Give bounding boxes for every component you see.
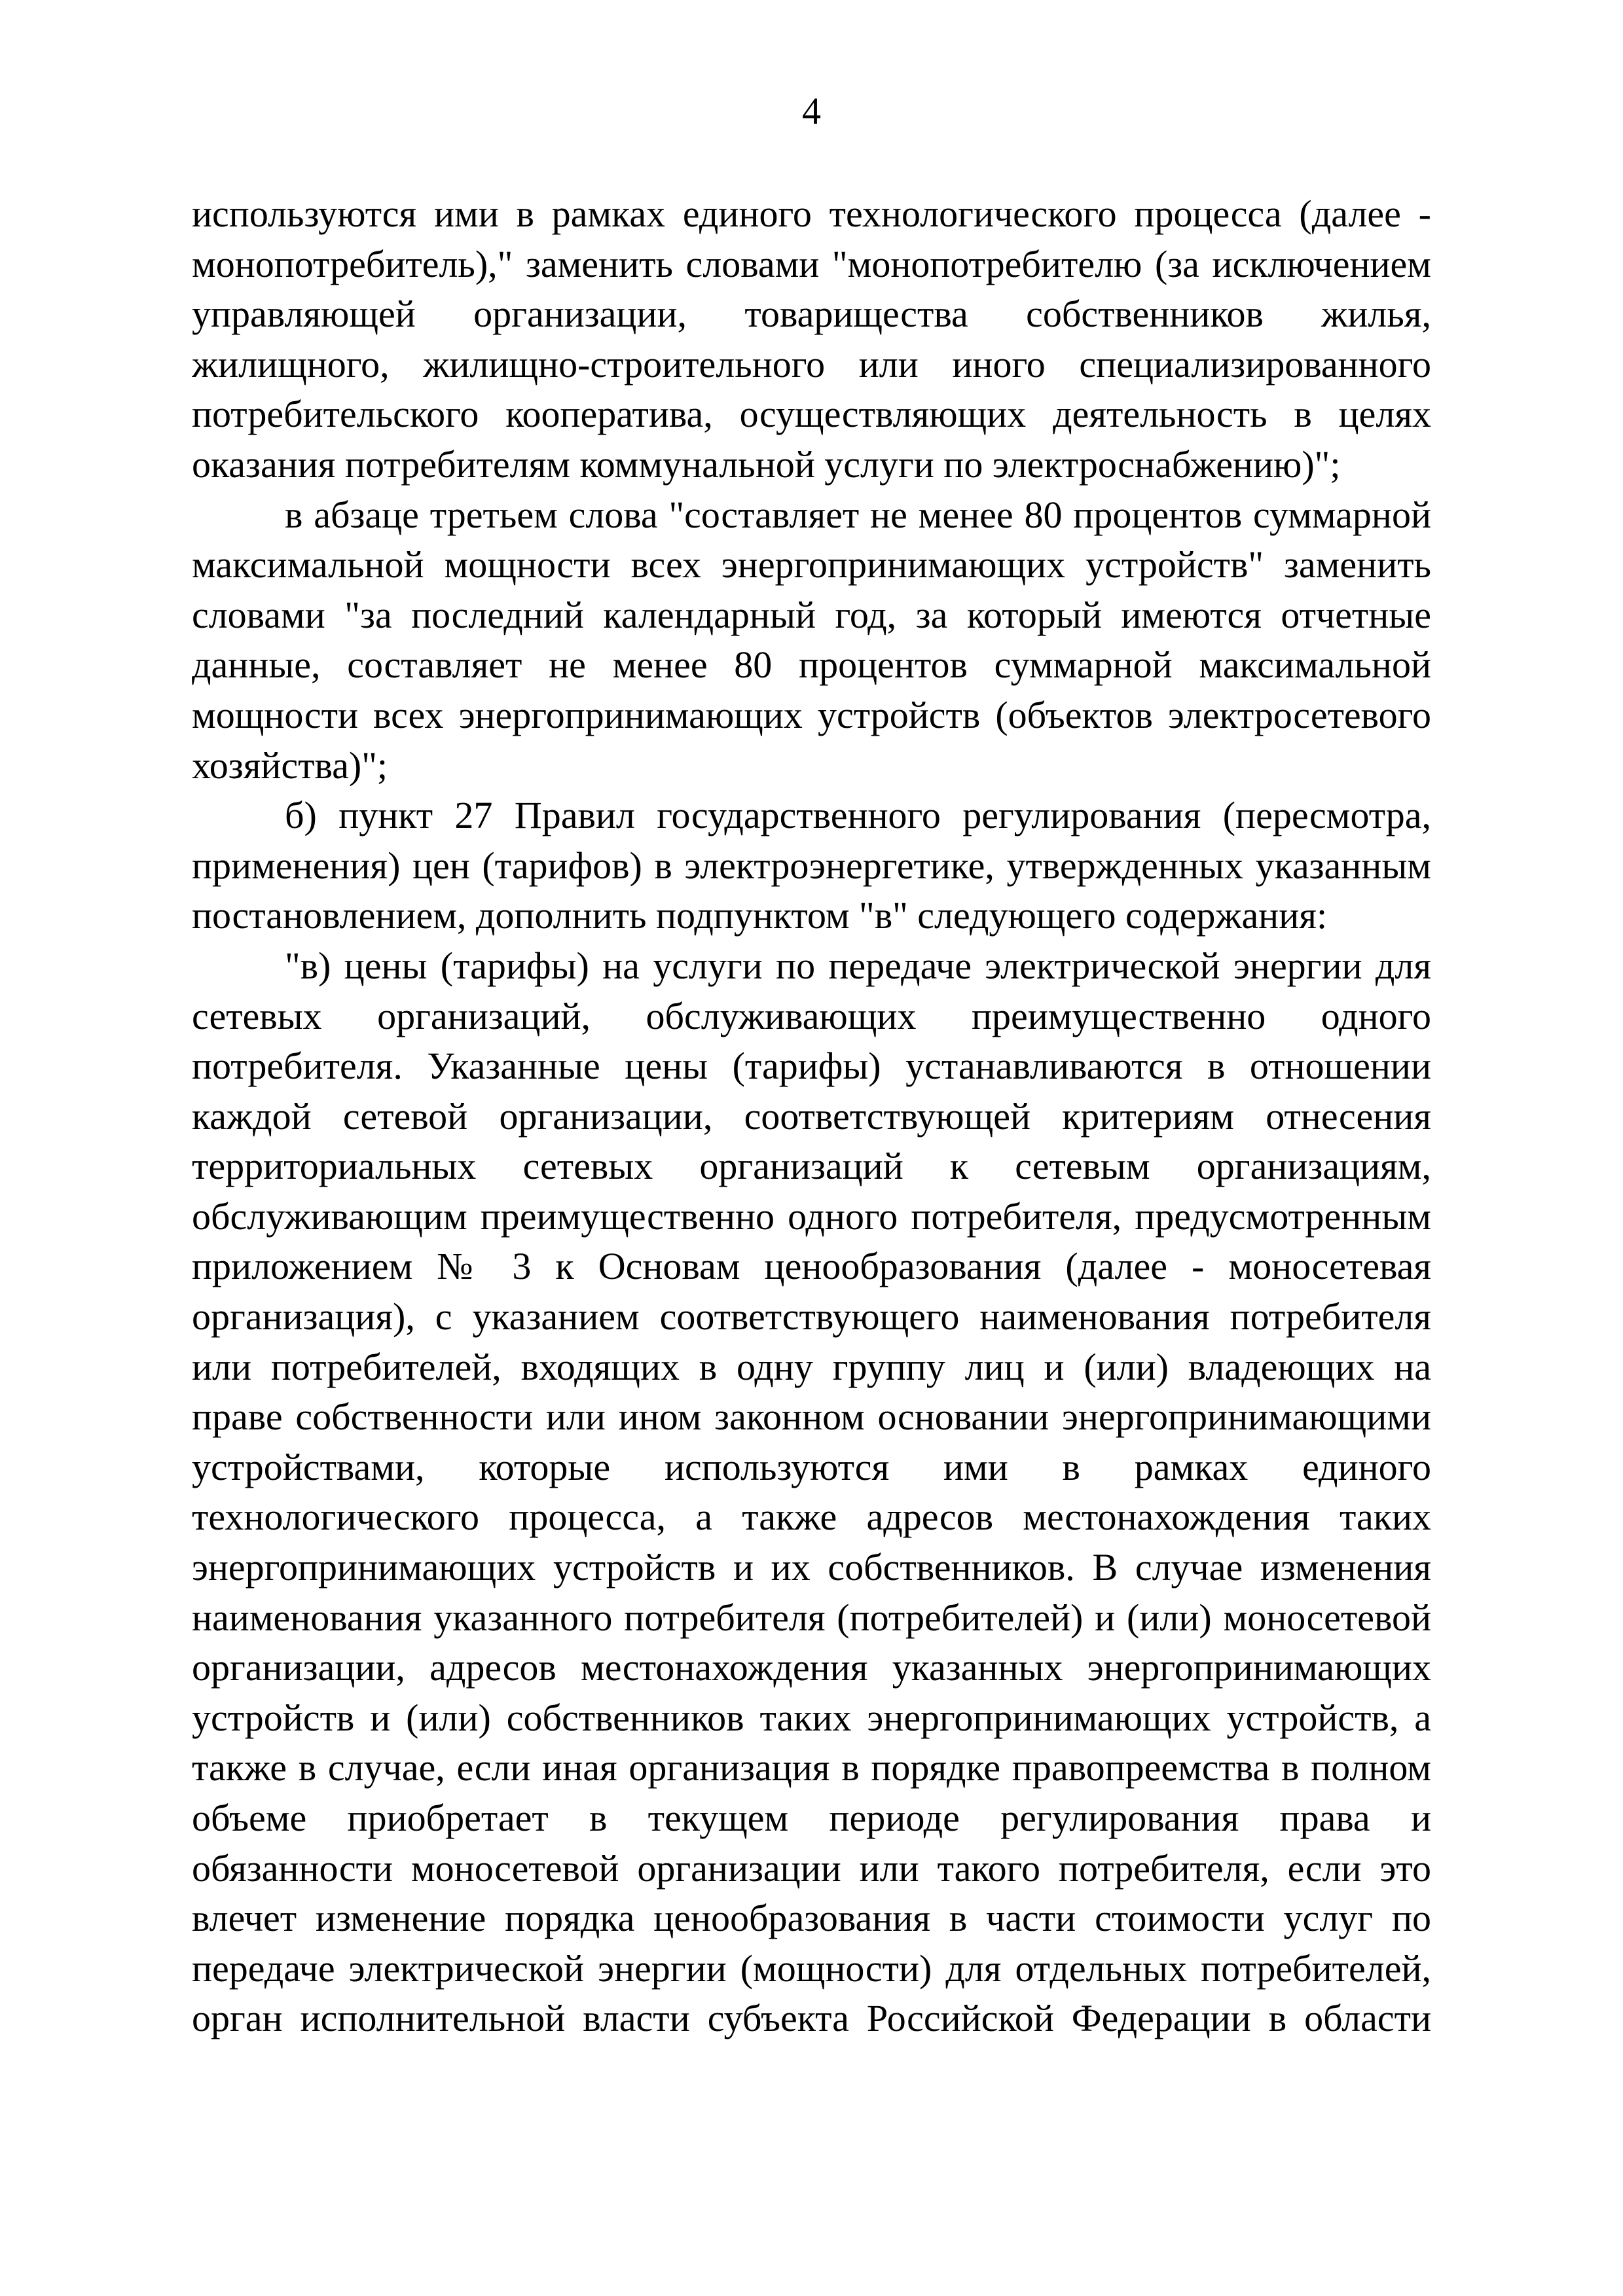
text-line: наименования указанного потребителя (потребителей) и (или) моносетевой bbox=[192, 1596, 1431, 1639]
text-line: мощности всех энергопринимающих устройств (объектов электросетевого bbox=[192, 693, 1431, 736]
text-line: максимальной мощности всех энергопринимающих устройств" заменить bbox=[192, 543, 1431, 586]
paragraph bbox=[192, 189, 1431, 490]
text-line: территориальных сетевых организаций к сетевым организациям, bbox=[192, 1145, 1431, 1188]
text-line: сетевых организаций, обслуживающих преимущественно одного bbox=[192, 994, 1431, 1037]
text-line: приложением № 3 к Основам ценообразования (далее - моносетевая bbox=[192, 1245, 1431, 1288]
text-line: б) пункт 27 Правил государственного регулирования (пересмотра, bbox=[285, 794, 1431, 837]
text-line: устройствами, которые используются ими в рамках единого bbox=[192, 1445, 1431, 1488]
text-line: жилищного, жилищно-строительного или иного специализированного bbox=[192, 342, 1431, 386]
document-body bbox=[192, 189, 1431, 2044]
text-line: технологического процесса, а также адресов местонахождения таких bbox=[192, 1496, 1431, 1539]
text-line: обслуживающим преимущественно одного потребителя, предусмотренным bbox=[192, 1194, 1431, 1238]
text-line: или потребителей, входящих в одну группу лиц и (или) владеющих на bbox=[192, 1345, 1431, 1388]
text-line: каждой сетевой организации, соответствующей критериям отнесения bbox=[192, 1094, 1431, 1138]
text-line: применения) цен (тарифов) в электроэнергетике, утвержденных указанным bbox=[192, 844, 1431, 887]
text-line: энергопринимающих устройств и их собственников. В случае изменения bbox=[192, 1546, 1431, 1589]
text-line: в абзаце третьем слова "составляет не менее 80 процентов суммарной bbox=[285, 493, 1431, 536]
text-line: потребителя. Указанные цены (тарифы) устанавливаются в отношении bbox=[192, 1045, 1431, 1088]
text-line: используются ими в рамках единого технологического процесса (далее - bbox=[192, 192, 1431, 235]
paragraph bbox=[192, 490, 1431, 791]
text-line: оказания потребителям коммунальной услуги по электроснабжению)"; bbox=[192, 442, 1341, 486]
text-line: монопотребитель)," заменить словами "монопотребителю (за исключением bbox=[192, 242, 1431, 285]
text-line: потребительского кооператива, осуществляющих деятельность в целях bbox=[192, 393, 1431, 436]
text-line: орган исполнительной власти субъекта Российской Федерации в области bbox=[192, 1997, 1431, 2040]
page-number: 4 bbox=[802, 90, 821, 132]
text-line: организация), с указанием соответствующего наименования потребителя bbox=[192, 1295, 1431, 1338]
text-line: устройств и (или) собственников таких энергопринимающих устройств, а bbox=[192, 1696, 1431, 1739]
text-line: хозяйства)"; bbox=[192, 744, 388, 787]
text-line: обязанности моносетевой организации или такого потребителя, если это bbox=[192, 1846, 1431, 1890]
paragraph bbox=[192, 791, 1431, 941]
text-line: словами "за последний календарный год, за который имеются отчетные bbox=[192, 593, 1431, 636]
text-line: также в случае, если иная организация в порядке правопреемства в полном bbox=[192, 1746, 1431, 1789]
text-line: "в) цены (тарифы) на услуги по передаче электрической энергии для bbox=[285, 944, 1431, 987]
text-line: организации, адресов местонахождения указанных энергопринимающих bbox=[192, 1646, 1431, 1689]
text-line: праве собственности или ином законном основании энергопринимающими bbox=[192, 1395, 1431, 1439]
text-line: управляющей организации, товарищества собственников жилья, bbox=[192, 293, 1431, 336]
text-line: передаче электрической энергии (мощности) для отдельных потребителей, bbox=[192, 1946, 1431, 1990]
text-line: постановлением, дополнить подпунктом "в" следующего содержания: bbox=[192, 894, 1328, 937]
paragraph bbox=[192, 941, 1431, 2044]
text-line: объеме приобретает в текущем периоде регулирования права и bbox=[192, 1797, 1431, 1839]
text-line: влечет изменение порядка ценообразования в части стоимости услуг по bbox=[192, 1897, 1431, 1940]
text-line: данные, составляет не менее 80 процентов суммарной максимальной bbox=[192, 643, 1431, 687]
